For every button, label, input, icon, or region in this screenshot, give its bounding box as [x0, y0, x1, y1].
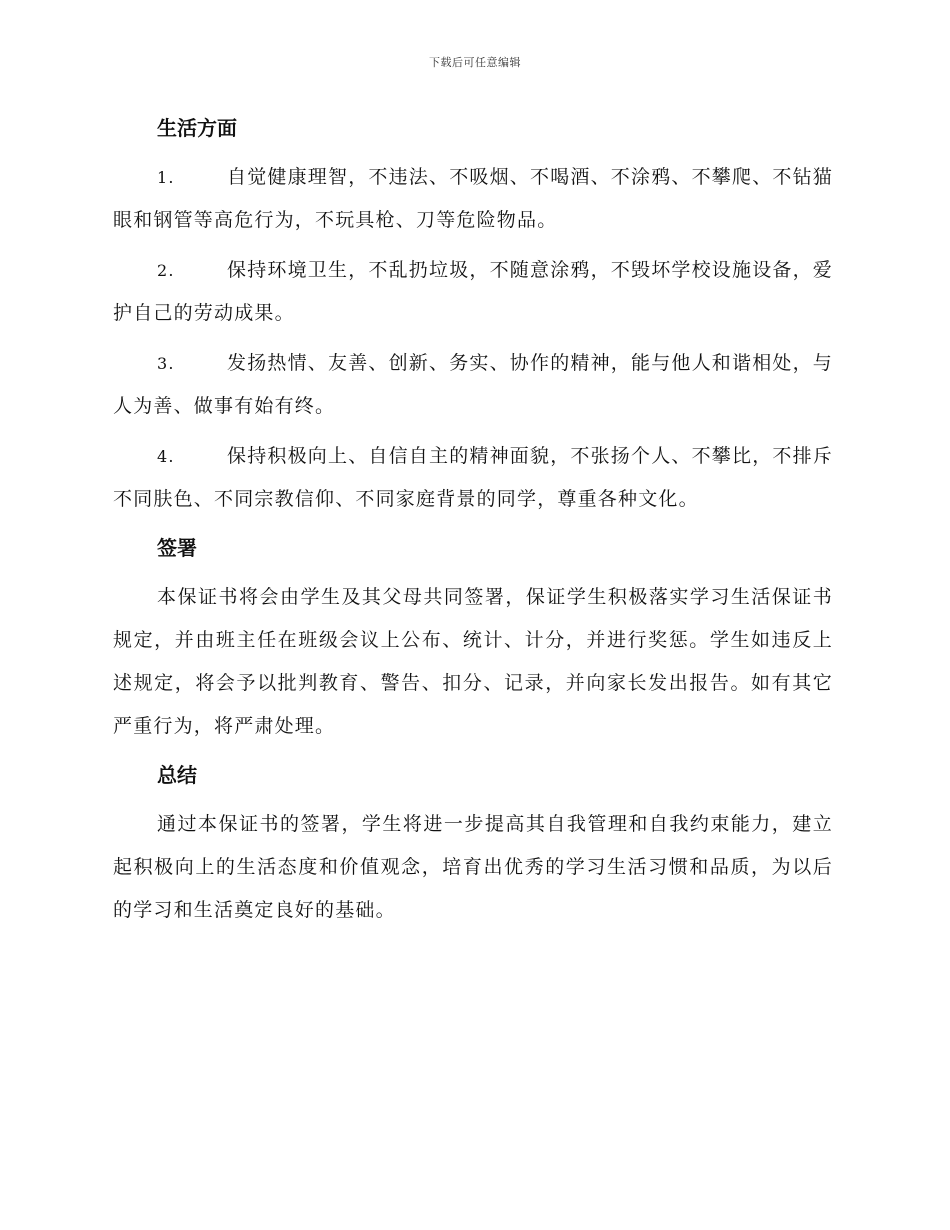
item-text: 发扬热情、友善、创新、务实、协作的精神，能与他人和谐相处，与人为善、做事有始有终。 — [113, 352, 834, 417]
section-heading-summary: 总结 — [157, 763, 197, 787]
signature-paragraph: 本保证书将会由学生及其父母共同签署，保证学生积极落实学习生活保证书规定，并由班主任在班级会议上公布、统计、计分，并进行奖惩。学生如违反上述规定，将会予以批判教育、警告、扣分、记录，并向家长发出报告。如有其它严重行为，将严肃处理。 — [113, 586, 833, 737]
life-item-1 — [113, 156, 833, 242]
item-number: 3. — [157, 354, 175, 373]
life-item-2 — [113, 249, 833, 335]
item-text: 保持环境卫生，不乱扔垃圾，不随意涂鸦，不毁坏学校设施设备，爱护自己的劳动成果。 — [113, 259, 834, 324]
section-heading-life: 生活方面 — [157, 116, 237, 140]
life-item-4 — [113, 435, 833, 521]
summary-paragraph: 通过本保证书的签署，学生将进一步提高其自我管理和自我约束能力，建立起积极向上的生活态度和价值观念，培育出优秀的学习生活习惯和品质，为以后的学习和生活奠定良好的基础。 — [113, 813, 833, 921]
document-body — [113, 108, 833, 939]
item-text: 保持积极向上、自信自主的精神面貌，不张扬个人、不攀比，不排斥不同肤色、不同宗教信仰、不同家庭背景的同学，尊重各种文化。 — [113, 445, 834, 510]
item-number: 4. — [157, 447, 175, 466]
item-text: 自觉健康理智，不违法、不吸烟、不喝酒、不涂鸦、不攀爬、不钻猫眼和钢管等高危行为，不玩具枪、刀等危险物品。 — [113, 166, 834, 231]
section-heading-signature: 签署 — [157, 536, 197, 560]
item-number: 1. — [157, 168, 175, 187]
item-number: 2. — [157, 261, 175, 280]
page-header-note: 下载后可任意编辑 — [429, 56, 521, 69]
life-item-3 — [113, 342, 833, 428]
